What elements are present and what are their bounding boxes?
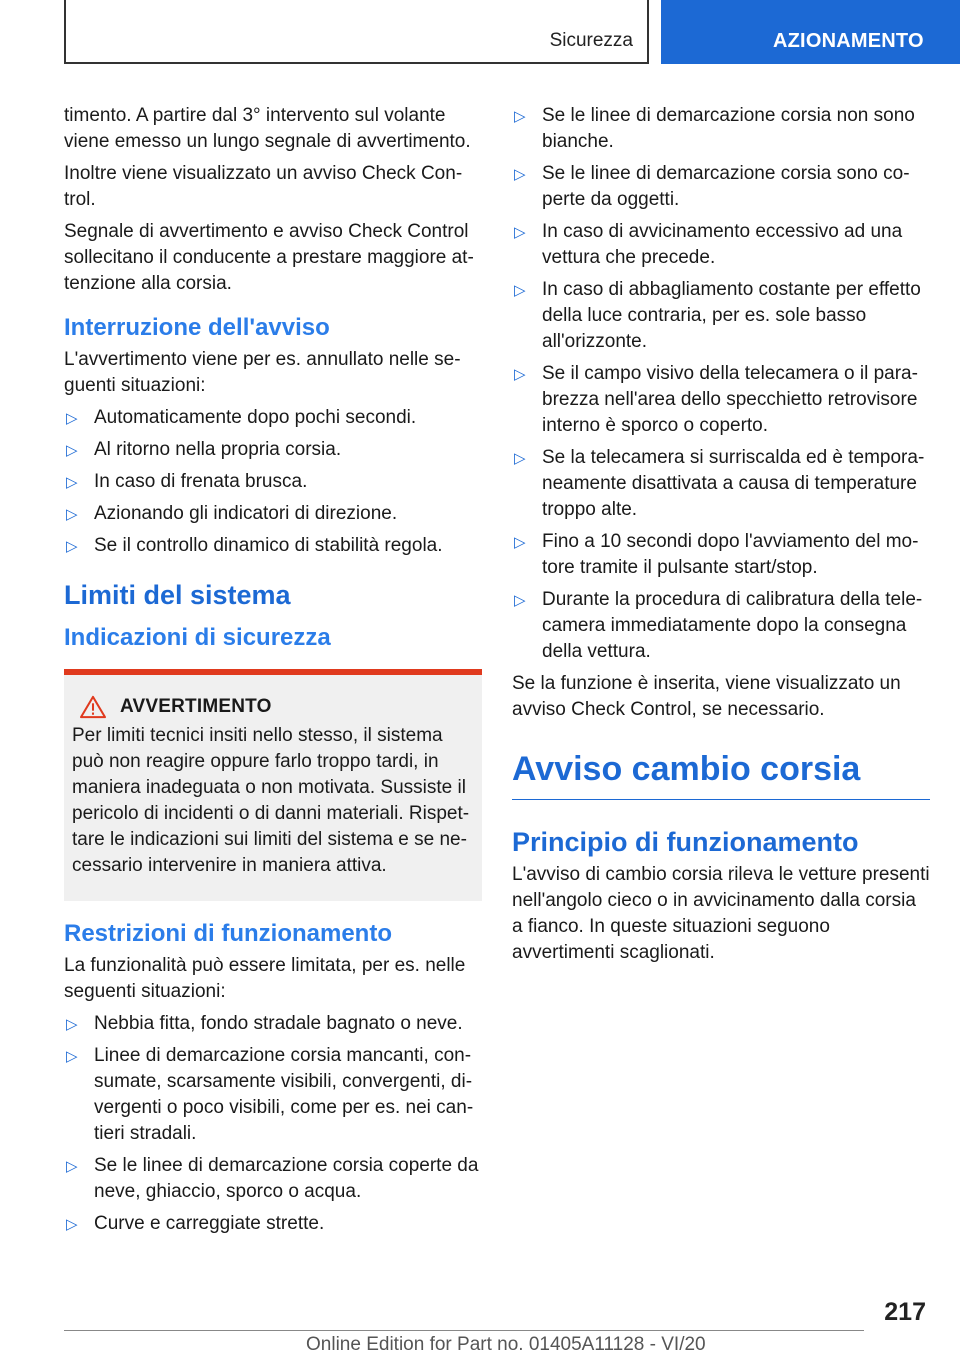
list-item: ▷ Linee di demarcazione corsia mancanti, consumate, scarsamente visibili, convergenti, divergenti o poco visibili, come per es. nei cantieri stradali. [66, 1045, 474, 1144]
warning-header [72, 695, 472, 719]
list-item: ▷ Se le linee di demarcazione corsia coperte da neve, ghiaccio, sporco o acqua. [66, 1155, 479, 1202]
bullet-triangle-icon: ▷ [66, 506, 78, 523]
list-item: ▷ Automaticamente dopo pochi secondi. [64, 405, 482, 431]
bullet-triangle-icon: ▷ [514, 592, 526, 609]
list-item: ▷ Durante la procedura di calibratura della telecamera immediatamente dopo la consegna della vettura. [514, 589, 923, 662]
list-item: ▷ Nebbia fitta, fondo stradale bagnato o neve. [64, 1011, 482, 1037]
bullet-triangle-icon: ▷ [66, 538, 78, 555]
interruption-text: L'avvertimento viene per es. annullato nelle seguenti situazioni: [64, 349, 461, 396]
bullet-triangle-icon: ▷ [514, 224, 526, 241]
warning-box [64, 669, 482, 901]
header-chapter-tab [661, 0, 960, 64]
list-item: ▷ Se il controllo dinamico di stabilità regola. [64, 533, 482, 559]
bullet-triangle-icon: ▷ [66, 1048, 78, 1065]
list-item: ▷ Se le linee di demarcazione corsia sono coperte da oggetti. [514, 163, 910, 210]
footer-edition: Online Edition for Part no. 01405A11128 - VI/20 [306, 1334, 706, 1355]
bullet-triangle-icon: ▷ [514, 534, 526, 551]
list-item: ▷ Se il campo visivo della telecamera o il parabrezza nell'area dello specchietto retrovisore interno è sporco o coperto. [514, 363, 918, 436]
bullet-triangle-icon: ▷ [514, 366, 526, 383]
intro-paragraph-2: Inoltre viene visualizzato un avviso Check Control. [64, 163, 463, 210]
list-item: ▷ Al ritorno nella propria corsia. [64, 437, 482, 463]
check-control-text: Se la funzione è inserita, viene visualizzato un avviso Check Control, se necessario. [512, 673, 901, 720]
list-item: ▷ Curve e carreggiate strette. [64, 1211, 482, 1237]
warning-triangle-icon [78, 695, 108, 719]
interruption-heading: Interruzione dell'avviso [64, 314, 330, 341]
bullet-triangle-icon: ▷ [66, 442, 78, 459]
page-number: 217 [884, 1298, 926, 1326]
list-item: ▷ Se la telecamera si surriscalda ed è temporaneamente disattivata a causa di temperature troppo alte. [514, 447, 925, 520]
list-item: ▷ In caso di avvicinamento eccessivo ad una vettura che precede. [514, 221, 903, 268]
bullet-triangle-icon: ▷ [66, 410, 78, 427]
restrictions-list [64, 1011, 482, 1237]
interruption-list [64, 405, 482, 559]
header-section-title: Sicurezza [549, 30, 633, 51]
left-column [64, 103, 482, 1243]
bullet-triangle-icon: ▷ [514, 108, 526, 125]
principle-text: L'avviso di cambio corsia rileva le vetture presenti nell'angolo cieco o in avvicinamento dalla corsia a fianco. In queste situazioni seguono avvertimenti scaglionati. [512, 864, 930, 963]
header-section-box [64, 0, 649, 64]
intro-paragraph-1: timento. A partire dal 3° intervento sul volante viene emesso un lungo segnale di avvertimento. [64, 105, 471, 152]
safety-heading: Indicazioni di sicurezza [64, 624, 331, 651]
lane-change-heading: Avviso cambio corsia [512, 749, 930, 800]
bullet-triangle-icon: ▷ [514, 166, 526, 183]
restrictions-heading: Restrizioni di funzionamento [64, 920, 392, 947]
limits-heading: Limiti del sistema [64, 580, 291, 610]
intro-paragraph-3: Segnale di avvertimento e avviso Check Control sollecitano il conducente a prestare maggiore attenzione alla corsia. [64, 221, 474, 294]
restrictions-list-continued [512, 103, 930, 665]
warning-title: AVVERTIMENTO [120, 696, 272, 717]
footer-divider [64, 1330, 864, 1331]
bullet-triangle-icon: ▷ [66, 1158, 78, 1175]
right-column [512, 103, 930, 972]
list-item: ▷ In caso di frenata brusca. [64, 469, 482, 495]
bullet-triangle-icon: ▷ [66, 1016, 78, 1033]
bullet-triangle-icon: ▷ [66, 474, 78, 491]
list-item: ▷ In caso di abbagliamento costante per effetto della luce contraria, per es. sole basso all'orizzonte. [514, 279, 921, 352]
bullet-triangle-icon: ▷ [514, 450, 526, 467]
list-item: ▷ Azionando gli indicatori di direzione. [64, 501, 482, 527]
principle-heading: Principio di funzionamento [512, 827, 859, 857]
warning-text: Per limiti tecnici insiti nello stesso, il sistema può non reagire oppure farlo troppo tardi, in maniera inadeguata o non motivata. Sussiste il pericolo di incidenti o di danni materiali. Rispettare le indicazioni sui limiti del sistema e se necessario intervenire in maniera attiva. [72, 725, 470, 876]
list-item: ▷ Fino a 10 secondi dopo l'avviamento del motore tramite il pulsante start/stop. [514, 531, 919, 578]
restrictions-text: La funzionalità può essere limitata, per es. nelle seguenti situazioni: [64, 955, 466, 1002]
list-item: ▷ Se le linee di demarcazione corsia non sono bianche. [514, 105, 915, 152]
bullet-triangle-icon: ▷ [66, 1216, 78, 1233]
bullet-triangle-icon: ▷ [514, 282, 526, 299]
header-chapter-title: AZIONAMENTO [773, 30, 924, 52]
